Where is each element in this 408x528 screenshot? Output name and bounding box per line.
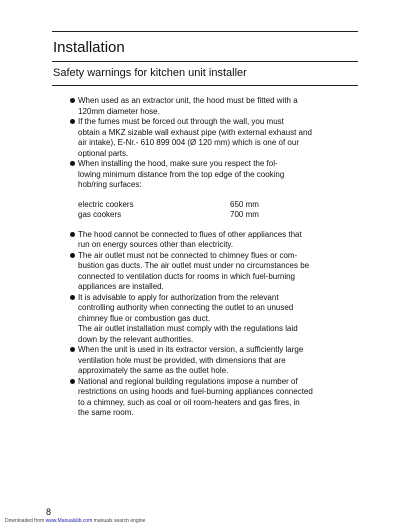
warning-line: appliances are installed.: [78, 282, 164, 291]
warning-line: If the fumes must be forced out through the wall, you must: [78, 117, 284, 126]
bullet-icon: [70, 253, 75, 258]
footer-suffix: manuals search engine: [93, 518, 146, 524]
distance-value: 700 mm: [230, 210, 259, 219]
distance-row: [78, 210, 356, 221]
bullet-icon: [70, 98, 75, 103]
top-rule: [52, 31, 358, 32]
page-number: 8: [46, 507, 52, 517]
bullet-icon: [70, 119, 75, 124]
bullet-icon: [70, 379, 75, 384]
footer-site-link[interactable]: www.Manualslib.com: [45, 518, 93, 524]
warning-line: down by the relevant authorities.: [78, 334, 194, 344]
warning-line: When installing the hood, make sure you respect the fol-: [78, 159, 278, 168]
warning-line: air intake), E-Nr.- 610 899 004 (Ø 120 mm) which is one of our: [78, 138, 299, 147]
warning-line: The air outlet installation must comply with the regulations laid: [78, 324, 298, 333]
warning-line: ventilation hole must be provided, with dimensions that are: [78, 355, 286, 365]
warning-line: It is advisable to apply for authorization from the relevant: [78, 292, 279, 302]
bullet-icon: [70, 232, 75, 237]
warning-line: When used as an extractor unit, the hood must be fitted with a: [78, 96, 298, 105]
warning-list-bottom: [70, 230, 356, 419]
warning-line: lowing minimum distance from the top edge of the cooking: [78, 169, 285, 179]
warning-line: When the unit is used in its extractor version, a sufficiently large: [78, 345, 304, 354]
warning-line: to a chimney, such as coal or oil room-heaters and gas fires, in: [78, 397, 300, 407]
warning-list-top: [70, 96, 356, 191]
warning-line: the same room.: [78, 408, 134, 417]
page-title: Installation: [53, 39, 125, 56]
distance-row: [78, 200, 356, 211]
warning-item: [70, 293, 356, 346]
download-footer: [5, 518, 145, 524]
warning-line: optional parts.: [78, 148, 129, 158]
bullet-icon: [70, 347, 75, 352]
warning-line: connected to ventilation ducts for rooms in which fuel-burning: [78, 271, 296, 281]
warning-line: approximately the same as the outlet hole.: [78, 366, 229, 375]
warning-line: obtain a MKZ sizable wall exhaust pipe (with external exhaust and: [78, 127, 312, 137]
footer-prefix: Downloaded from: [5, 518, 45, 524]
page-subtitle: Safety warnings for kitchen unit installer: [53, 67, 247, 79]
warning-line: 120mm diameter hose.: [78, 106, 160, 116]
warning-line: restrictions on using hoods and fuel-burning appliances connected: [78, 387, 313, 396]
bullet-icon: [70, 161, 75, 166]
bullet-icon: [70, 295, 75, 300]
distance-table: [78, 200, 356, 221]
distance-label: electric cookers: [78, 199, 134, 209]
warning-line: controlling authority when connecting the outlet to an unused: [78, 303, 294, 312]
warning-line: hob/ring surfaces:: [78, 180, 142, 189]
warning-item: [70, 377, 356, 419]
warnings-body: [70, 96, 356, 419]
subtitle-divider: [52, 85, 358, 86]
warning-item: [70, 159, 356, 191]
distance-value: 650 mm: [230, 199, 259, 209]
warning-line: The hood cannot be connected to flues of other appliances that: [78, 229, 302, 239]
distance-label: gas cookers: [78, 210, 122, 219]
warning-item: [70, 251, 356, 293]
warning-line: National and regional building regulations impose a number of: [78, 376, 298, 386]
warning-item: [70, 230, 356, 251]
title-divider: [52, 61, 358, 62]
warning-item: [70, 96, 356, 117]
warning-line: run on energy sources other than electricity.: [78, 240, 234, 249]
warning-line: chimney flue or combustion gas duct.: [78, 313, 211, 323]
warning-item: [70, 117, 356, 159]
warning-item: [70, 345, 356, 377]
warning-line: The air outlet must not be connected to chimney flues or com-: [78, 250, 298, 260]
warning-line: bustion gas ducts. The air outlet must under no circumstances be: [78, 261, 310, 270]
